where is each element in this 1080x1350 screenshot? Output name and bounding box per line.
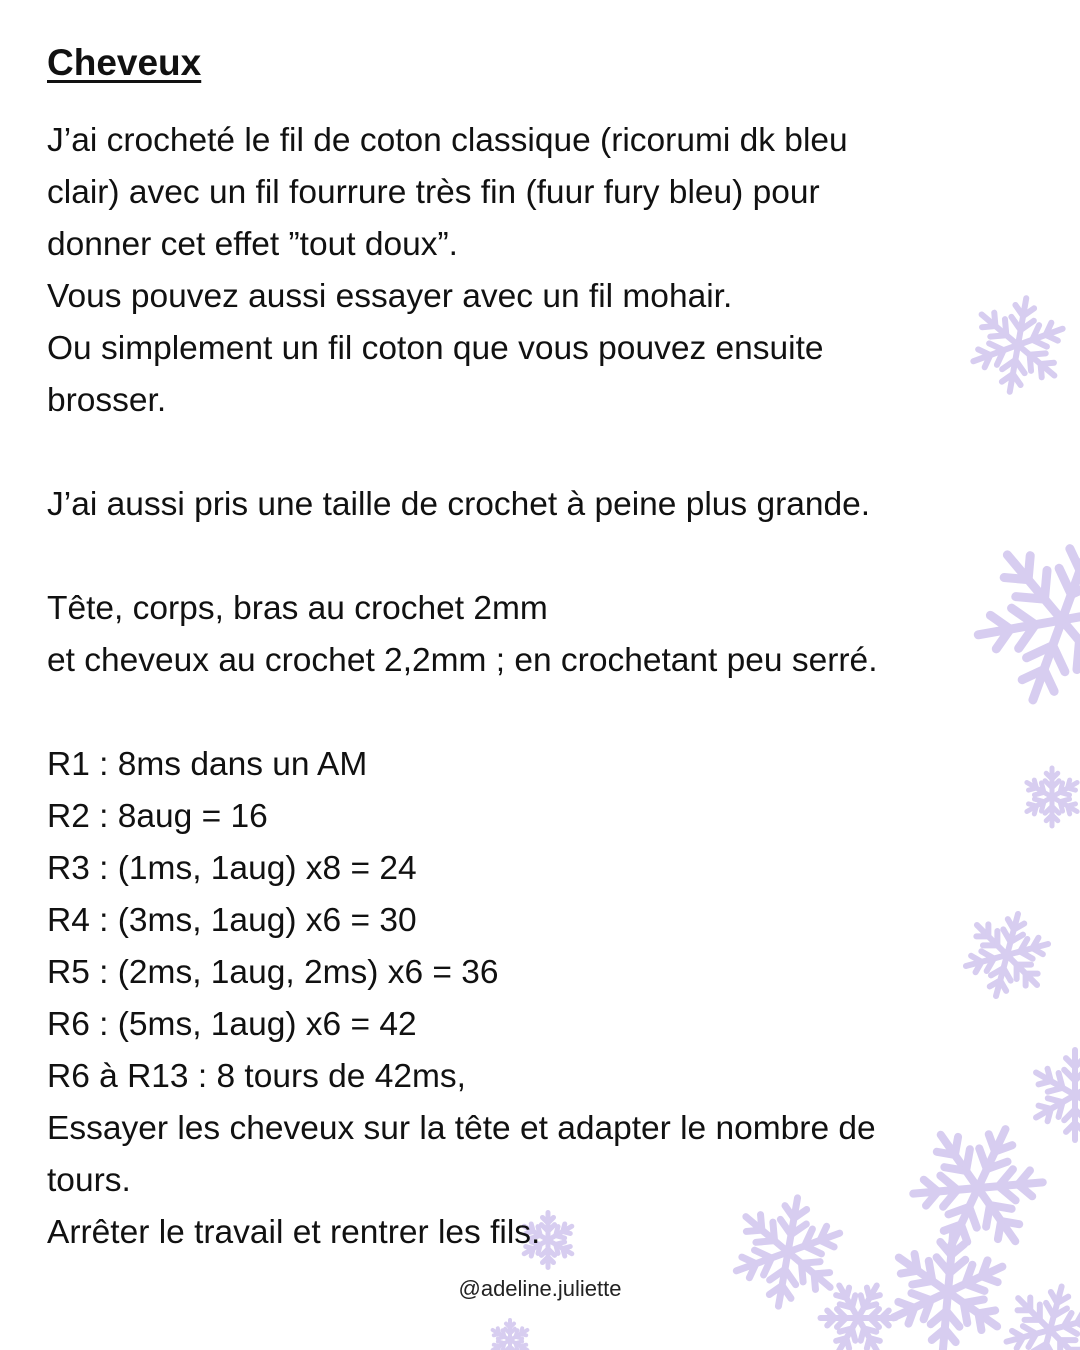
text-line: Ou simplement un fil coton que vous pouvez ensuite xyxy=(47,330,824,367)
text-line: R4 : (3ms, 1aug) x6 = 30 xyxy=(47,902,417,939)
text-line: clair) avec un fil fourrure très fin (fuur fury bleu) pour xyxy=(47,174,820,211)
snowflake-icon xyxy=(490,1320,529,1350)
text-line: donner cet effet ”tout doux”. xyxy=(47,226,458,263)
blank-line xyxy=(47,687,1057,739)
text-line: Tête, corps, bras au crochet 2mm xyxy=(47,590,548,627)
text-line: et cheveux au crochet 2,2mm ; en crochetant peu serré. xyxy=(47,642,878,679)
page-title: Cheveux xyxy=(47,42,202,83)
text-line: Essayer les cheveux sur la tête et adapter le nombre de xyxy=(47,1110,876,1147)
text-line: R6 à R13 : 8 tours de 42ms, xyxy=(47,1058,466,1095)
text-line: R6 : (5ms, 1aug) x6 = 42 xyxy=(47,1006,417,1043)
text-line: J’ai aussi pris une taille de crochet à peine plus grande. xyxy=(47,486,871,523)
text-line: R2 : 8aug = 16 xyxy=(47,798,268,835)
text-line: brosser. xyxy=(47,382,167,419)
pattern-text xyxy=(47,115,1057,1259)
footer-handle: @adeline.juliette xyxy=(458,1276,622,1301)
text-line: Arrêter le travail et rentrer les fils. xyxy=(47,1214,541,1251)
text-line: R5 : (2ms, 1aug, 2ms) x6 = 36 xyxy=(47,954,499,991)
text-line: R3 : (1ms, 1aug) x8 = 24 xyxy=(47,850,417,887)
text-line: R1 : 8ms dans un AM xyxy=(47,746,368,783)
text-line: Vous pouvez aussi essayer avec un fil mohair. xyxy=(47,278,733,315)
blank-line xyxy=(47,531,1057,583)
text-line: J’ai crocheté le fil de coton classique (ricorumi dk bleu xyxy=(47,122,848,159)
text-line: tours. xyxy=(47,1162,131,1199)
blank-line xyxy=(47,427,1057,479)
